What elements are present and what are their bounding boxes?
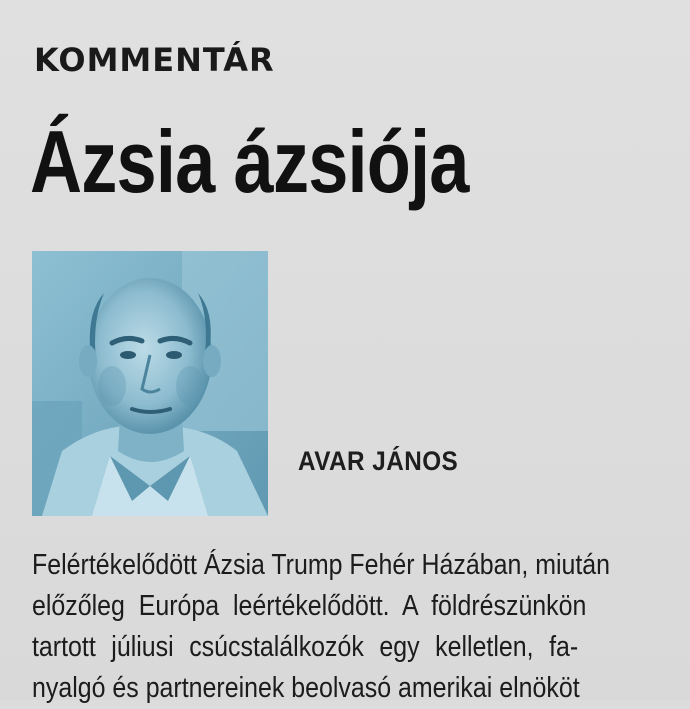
author-name: AVAR JÁNOS (298, 446, 459, 476)
article-title: Ázsia ázsiója (30, 112, 469, 211)
author-photo (32, 251, 268, 516)
body-line: tartott júliusi csúcstalálkozók egy kelletlen, fa- (32, 631, 579, 663)
article-body (32, 545, 690, 709)
body-line: előzőleg Európa leértékelődött. A földrészünkön (32, 590, 587, 622)
section-label: KOMMENTÁR (34, 41, 275, 79)
body-line: Felértékelődött Ázsia Trump Fehér Házában, miután (32, 549, 611, 581)
author-portrait-image (32, 251, 268, 516)
body-line: nyalgó és partnereinek beolvasó amerikai elnököt (32, 672, 580, 704)
